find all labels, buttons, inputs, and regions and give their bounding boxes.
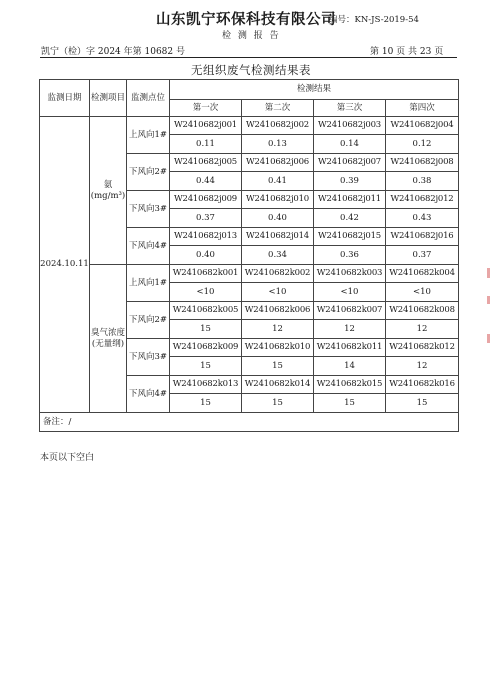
result-value: <10 xyxy=(314,283,386,302)
result-value: 0.44 xyxy=(170,172,242,191)
sample-code: W2410682k009 xyxy=(170,339,242,357)
result-value: 0.40 xyxy=(242,209,314,228)
monitoring-point: 上风向1# xyxy=(127,265,170,302)
sample-code: W2410682k006 xyxy=(242,302,314,320)
monitoring-point: 下风向3# xyxy=(127,339,170,376)
sample-code: W2410682k010 xyxy=(242,339,314,357)
sample-code: W2410682k014 xyxy=(242,376,314,394)
result-value: 14 xyxy=(314,357,386,376)
result-value: 12 xyxy=(386,357,459,376)
monitoring-point: 下风向2# xyxy=(127,154,170,191)
report-subtitle: 检 测 报 告 xyxy=(222,31,281,41)
remark: 备注：/ xyxy=(40,413,459,432)
table-title: 无组织废气检测结果表 xyxy=(191,63,311,77)
result-value: 0.41 xyxy=(242,172,314,191)
result-value: 12 xyxy=(386,320,459,339)
result-value: 0.34 xyxy=(242,246,314,265)
result-value: 0.42 xyxy=(314,209,386,228)
result-value: <10 xyxy=(242,283,314,302)
header-round: 第三次 xyxy=(314,100,386,117)
sample-code: W2410682j002 xyxy=(242,117,314,135)
table-row xyxy=(40,413,459,432)
header-test-item: 检测项目 xyxy=(90,80,127,117)
sample-code: W2410682j007 xyxy=(314,154,386,172)
sample-code: W2410682j015 xyxy=(314,228,386,246)
sample-code: W2410682j006 xyxy=(242,154,314,172)
sample-code: W2410682k013 xyxy=(170,376,242,394)
result-value: 15 xyxy=(170,357,242,376)
company-name: 山东凯宁环保科技有限公司 xyxy=(156,11,336,28)
binding-edge-mark xyxy=(487,296,490,304)
sample-code: W2410682k005 xyxy=(170,302,242,320)
sample-code: W2410682j001 xyxy=(170,117,242,135)
header-test-results: 检测结果 xyxy=(170,80,459,100)
sample-code: W2410682k002 xyxy=(242,265,314,283)
sample-code: W2410682k001 xyxy=(170,265,242,283)
binding-edge-mark xyxy=(487,268,490,278)
page-info: 第 10 页 共 23 页 xyxy=(370,47,444,57)
monitoring-point: 下风向4# xyxy=(127,228,170,265)
header-round: 第一次 xyxy=(170,100,242,117)
header-divider xyxy=(40,57,457,58)
result-value: 0.12 xyxy=(386,135,459,154)
sample-code: W2410682j010 xyxy=(242,191,314,209)
result-value: <10 xyxy=(386,283,459,302)
binding-edge-mark xyxy=(487,334,490,343)
sample-code: W2410682k008 xyxy=(386,302,459,320)
result-value: 0.11 xyxy=(170,135,242,154)
test-item: 臭气浓度(无量纲) xyxy=(90,265,127,413)
sample-code: W2410682j012 xyxy=(386,191,459,209)
result-value: 0.40 xyxy=(170,246,242,265)
result-value: 15 xyxy=(170,320,242,339)
sample-code: W2410682j005 xyxy=(170,154,242,172)
table-row xyxy=(40,265,459,283)
monitoring-point: 下风向4# xyxy=(127,376,170,413)
sample-code: W2410682k003 xyxy=(314,265,386,283)
table-row xyxy=(40,117,459,135)
result-value: 15 xyxy=(314,394,386,413)
sample-code: W2410682j013 xyxy=(170,228,242,246)
report-number: 凯宁（检）字 2024 年第 10682 号 xyxy=(41,47,185,57)
table-row xyxy=(40,80,459,100)
result-value: 15 xyxy=(242,357,314,376)
result-value: 0.43 xyxy=(386,209,459,228)
result-value: 12 xyxy=(242,320,314,339)
test-item: 氨(mg/m³) xyxy=(90,117,127,265)
sample-code: W2410682j009 xyxy=(170,191,242,209)
header-monitoring-point: 监测点位 xyxy=(127,80,170,117)
sample-code: W2410682k011 xyxy=(314,339,386,357)
sample-code: W2410682k012 xyxy=(386,339,459,357)
result-value: 0.14 xyxy=(314,135,386,154)
blank-below-note: 本页以下空白 xyxy=(40,453,95,463)
results-table xyxy=(39,79,459,432)
sample-code: W2410682k004 xyxy=(386,265,459,283)
result-value: <10 xyxy=(170,283,242,302)
sample-code: W2410682j016 xyxy=(386,228,459,246)
sample-code: W2410682k015 xyxy=(314,376,386,394)
result-value: 12 xyxy=(314,320,386,339)
sample-code: W2410682j011 xyxy=(314,191,386,209)
result-value: 0.39 xyxy=(314,172,386,191)
sample-code: W2410682j008 xyxy=(386,154,459,172)
result-value: 0.13 xyxy=(242,135,314,154)
result-value: 15 xyxy=(242,394,314,413)
sample-code: W2410682j014 xyxy=(242,228,314,246)
result-value: 0.36 xyxy=(314,246,386,265)
result-value: 0.38 xyxy=(386,172,459,191)
sample-code: W2410682k007 xyxy=(314,302,386,320)
sample-code: W2410682k016 xyxy=(386,376,459,394)
result-value: 0.37 xyxy=(170,209,242,228)
monitoring-date: 2024.10.11 xyxy=(40,117,90,413)
result-value: 15 xyxy=(170,394,242,413)
result-value: 0.37 xyxy=(386,246,459,265)
result-value: 15 xyxy=(386,394,459,413)
document-number: 编号：KN-JS-2019-54 xyxy=(329,15,419,25)
monitoring-point: 下风向3# xyxy=(127,191,170,228)
header-round: 第二次 xyxy=(242,100,314,117)
sample-code: W2410682j004 xyxy=(386,117,459,135)
sample-code: W2410682j003 xyxy=(314,117,386,135)
monitoring-point: 下风向2# xyxy=(127,302,170,339)
monitoring-point: 上风向1# xyxy=(127,117,170,154)
header-monitoring-date: 监测日期 xyxy=(40,80,90,117)
header-round: 第四次 xyxy=(386,100,459,117)
